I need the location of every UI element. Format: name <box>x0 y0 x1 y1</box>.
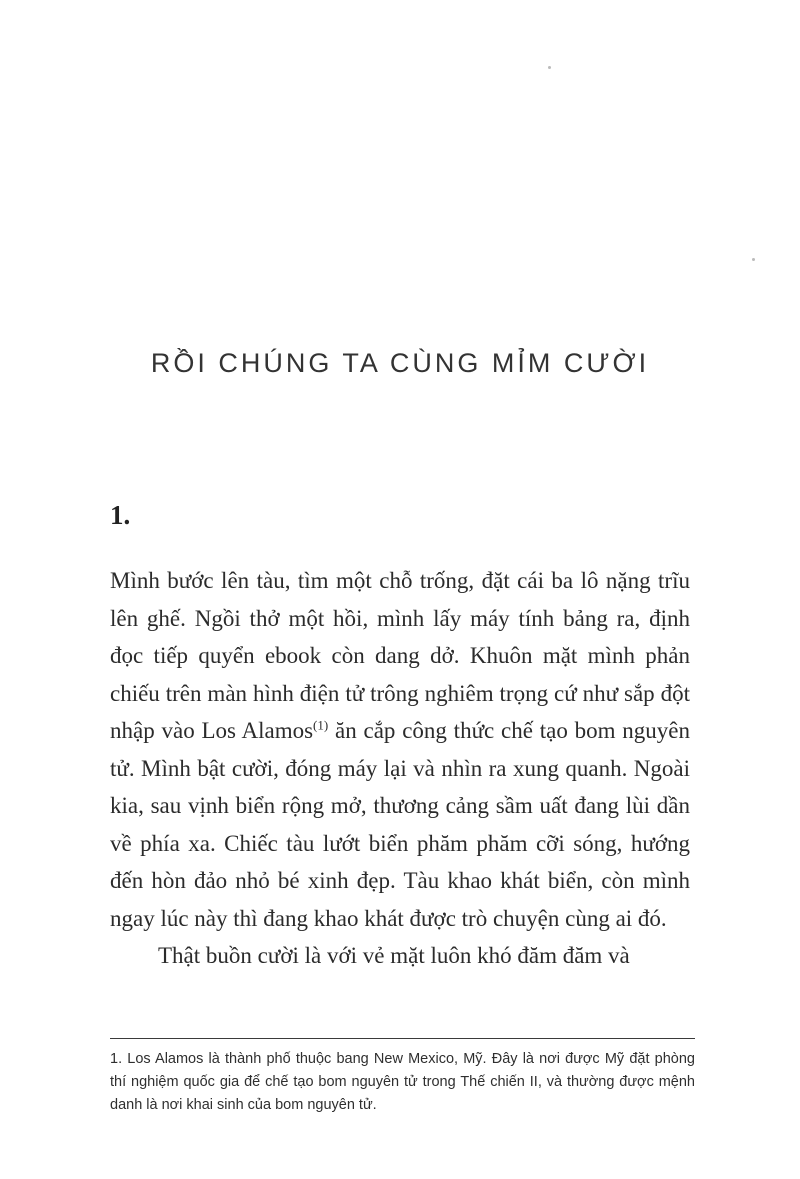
footnote-text: 1. Los Alamos là thành phố thuộc bang New Mexico, Mỹ. Đây là nơi được Mỹ đặt phòng thí nghiệm quốc gia để chế tạo bom nguyên tử trong Thế chiến II, và thường được mệnh danh là nơi khai sinh của bom nguyên tử. <box>110 1051 695 1113</box>
body-paragraph-1 <box>110 562 690 937</box>
paper-speck <box>548 66 551 69</box>
paragraph-text: ăn cắp công thức chế tạo bom nguyên tử. Mình bật cười, đóng máy lại và nhìn ra xung quanh. Ngoài kia, sau vịnh biển rộng mở, thương cảng sầm uất đang lùi dần về phía xa. Chiếc tàu lướt biển phăm phăm cỡi sóng, hướng đến hòn đảo nhỏ bé xinh đẹp. Tàu khao khát biển, còn mình ngay lúc này thì đang khao khát được trò chuyện cùng ai đó. <box>110 718 690 931</box>
footnote-section <box>110 1038 695 1117</box>
paper-speck <box>752 258 755 261</box>
section-number: 1. <box>110 500 131 530</box>
footnote-marker: (1) <box>313 717 329 733</box>
body-text-block <box>110 562 690 975</box>
chapter-title: RỒI CHÚNG TA CÙNG MỈM CƯỜI <box>150 348 650 379</box>
paragraph-text: Mình bước lên tàu, tìm một chỗ trống, đặt cái ba lô nặng trĩu lên ghế. Ngồi thở một hồi, mình lấy máy tính bảng ra, định đọc tiếp quyển ebook còn dang dở. Khuôn mặt mình phản chiếu trên màn hình điện tử trông nghiêm trọng cứ như sắp đột nhập vào Los Alamos <box>110 568 690 743</box>
body-paragraph-2: Thật buồn cười là với vẻ mặt luôn khó đăm đăm và <box>158 943 630 968</box>
